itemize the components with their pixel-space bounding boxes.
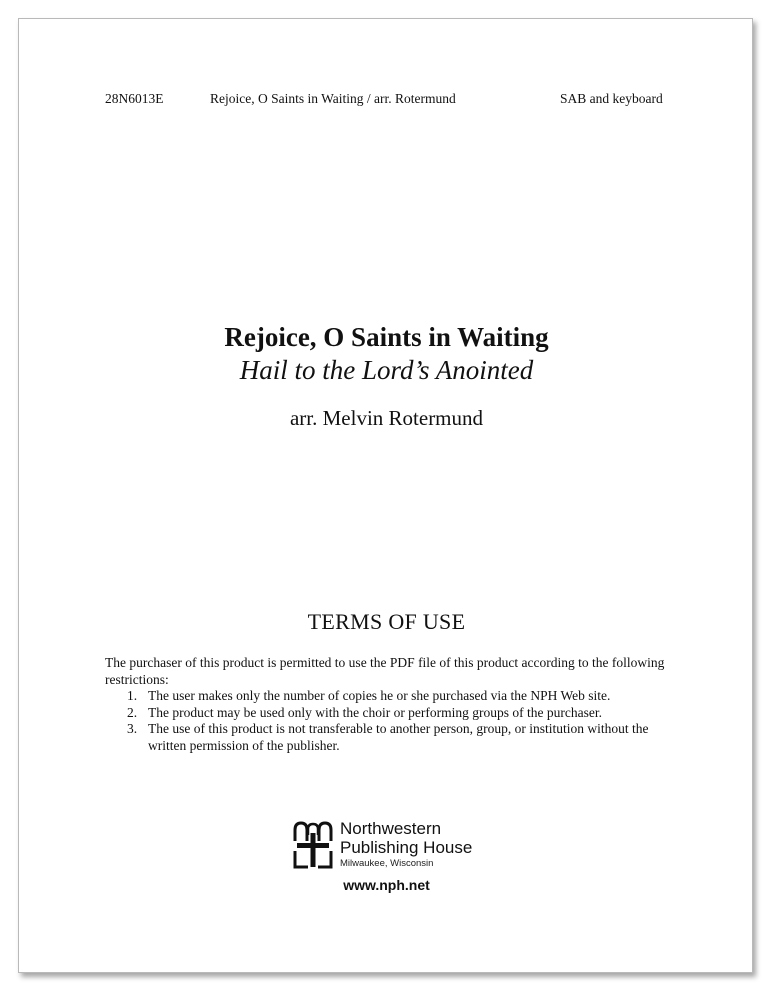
- product-code: 28N6013E: [105, 91, 164, 106]
- header-title: Rejoice, O Saints in Waiting / arr. Rotermund: [210, 91, 456, 106]
- page-title: Rejoice, O Saints in Waiting: [224, 322, 549, 352]
- terms-item-text: The user makes only the number of copies he or she purchased via the NPH Web site.: [148, 688, 611, 703]
- terms-item: [105, 721, 685, 754]
- page-subtitle: Hail to the Lord’s Anointed: [239, 355, 534, 385]
- publisher-website: www.nph.net: [343, 877, 430, 893]
- terms-item: [105, 688, 685, 705]
- publisher-logo: [293, 819, 493, 879]
- terms-item-number: 1.: [127, 688, 138, 703]
- document-page: [18, 18, 753, 973]
- publisher-name: [340, 819, 472, 857]
- arranger-credit: arr. Melvin Rotermund: [289, 406, 484, 430]
- terms-item: [105, 705, 685, 722]
- terms-item-text: The product may be used only with the choir or performing groups of the purchaser.: [148, 704, 603, 720]
- terms-list: [105, 688, 685, 754]
- voicing-label: SAB and keyboard: [560, 91, 663, 106]
- terms-item-text: The use of this product is not transferable to another person, group, or institution without the written permission of the publisher.: [148, 721, 649, 753]
- terms-item-number: 3.: [127, 721, 138, 736]
- publisher-name-line2: Publishing House: [340, 838, 473, 857]
- terms-heading: TERMS OF USE: [307, 609, 466, 634]
- terms-item-number: 2.: [127, 704, 138, 720]
- publisher-location: Milwaukee, Wisconsin: [340, 858, 434, 869]
- publisher-name-line1: Northwestern: [340, 819, 442, 838]
- church-cross-logo-icon: [293, 821, 333, 869]
- terms-intro: The purchaser of this product is permitted to use the PDF file of this product according to the following restrictions:: [105, 655, 665, 687]
